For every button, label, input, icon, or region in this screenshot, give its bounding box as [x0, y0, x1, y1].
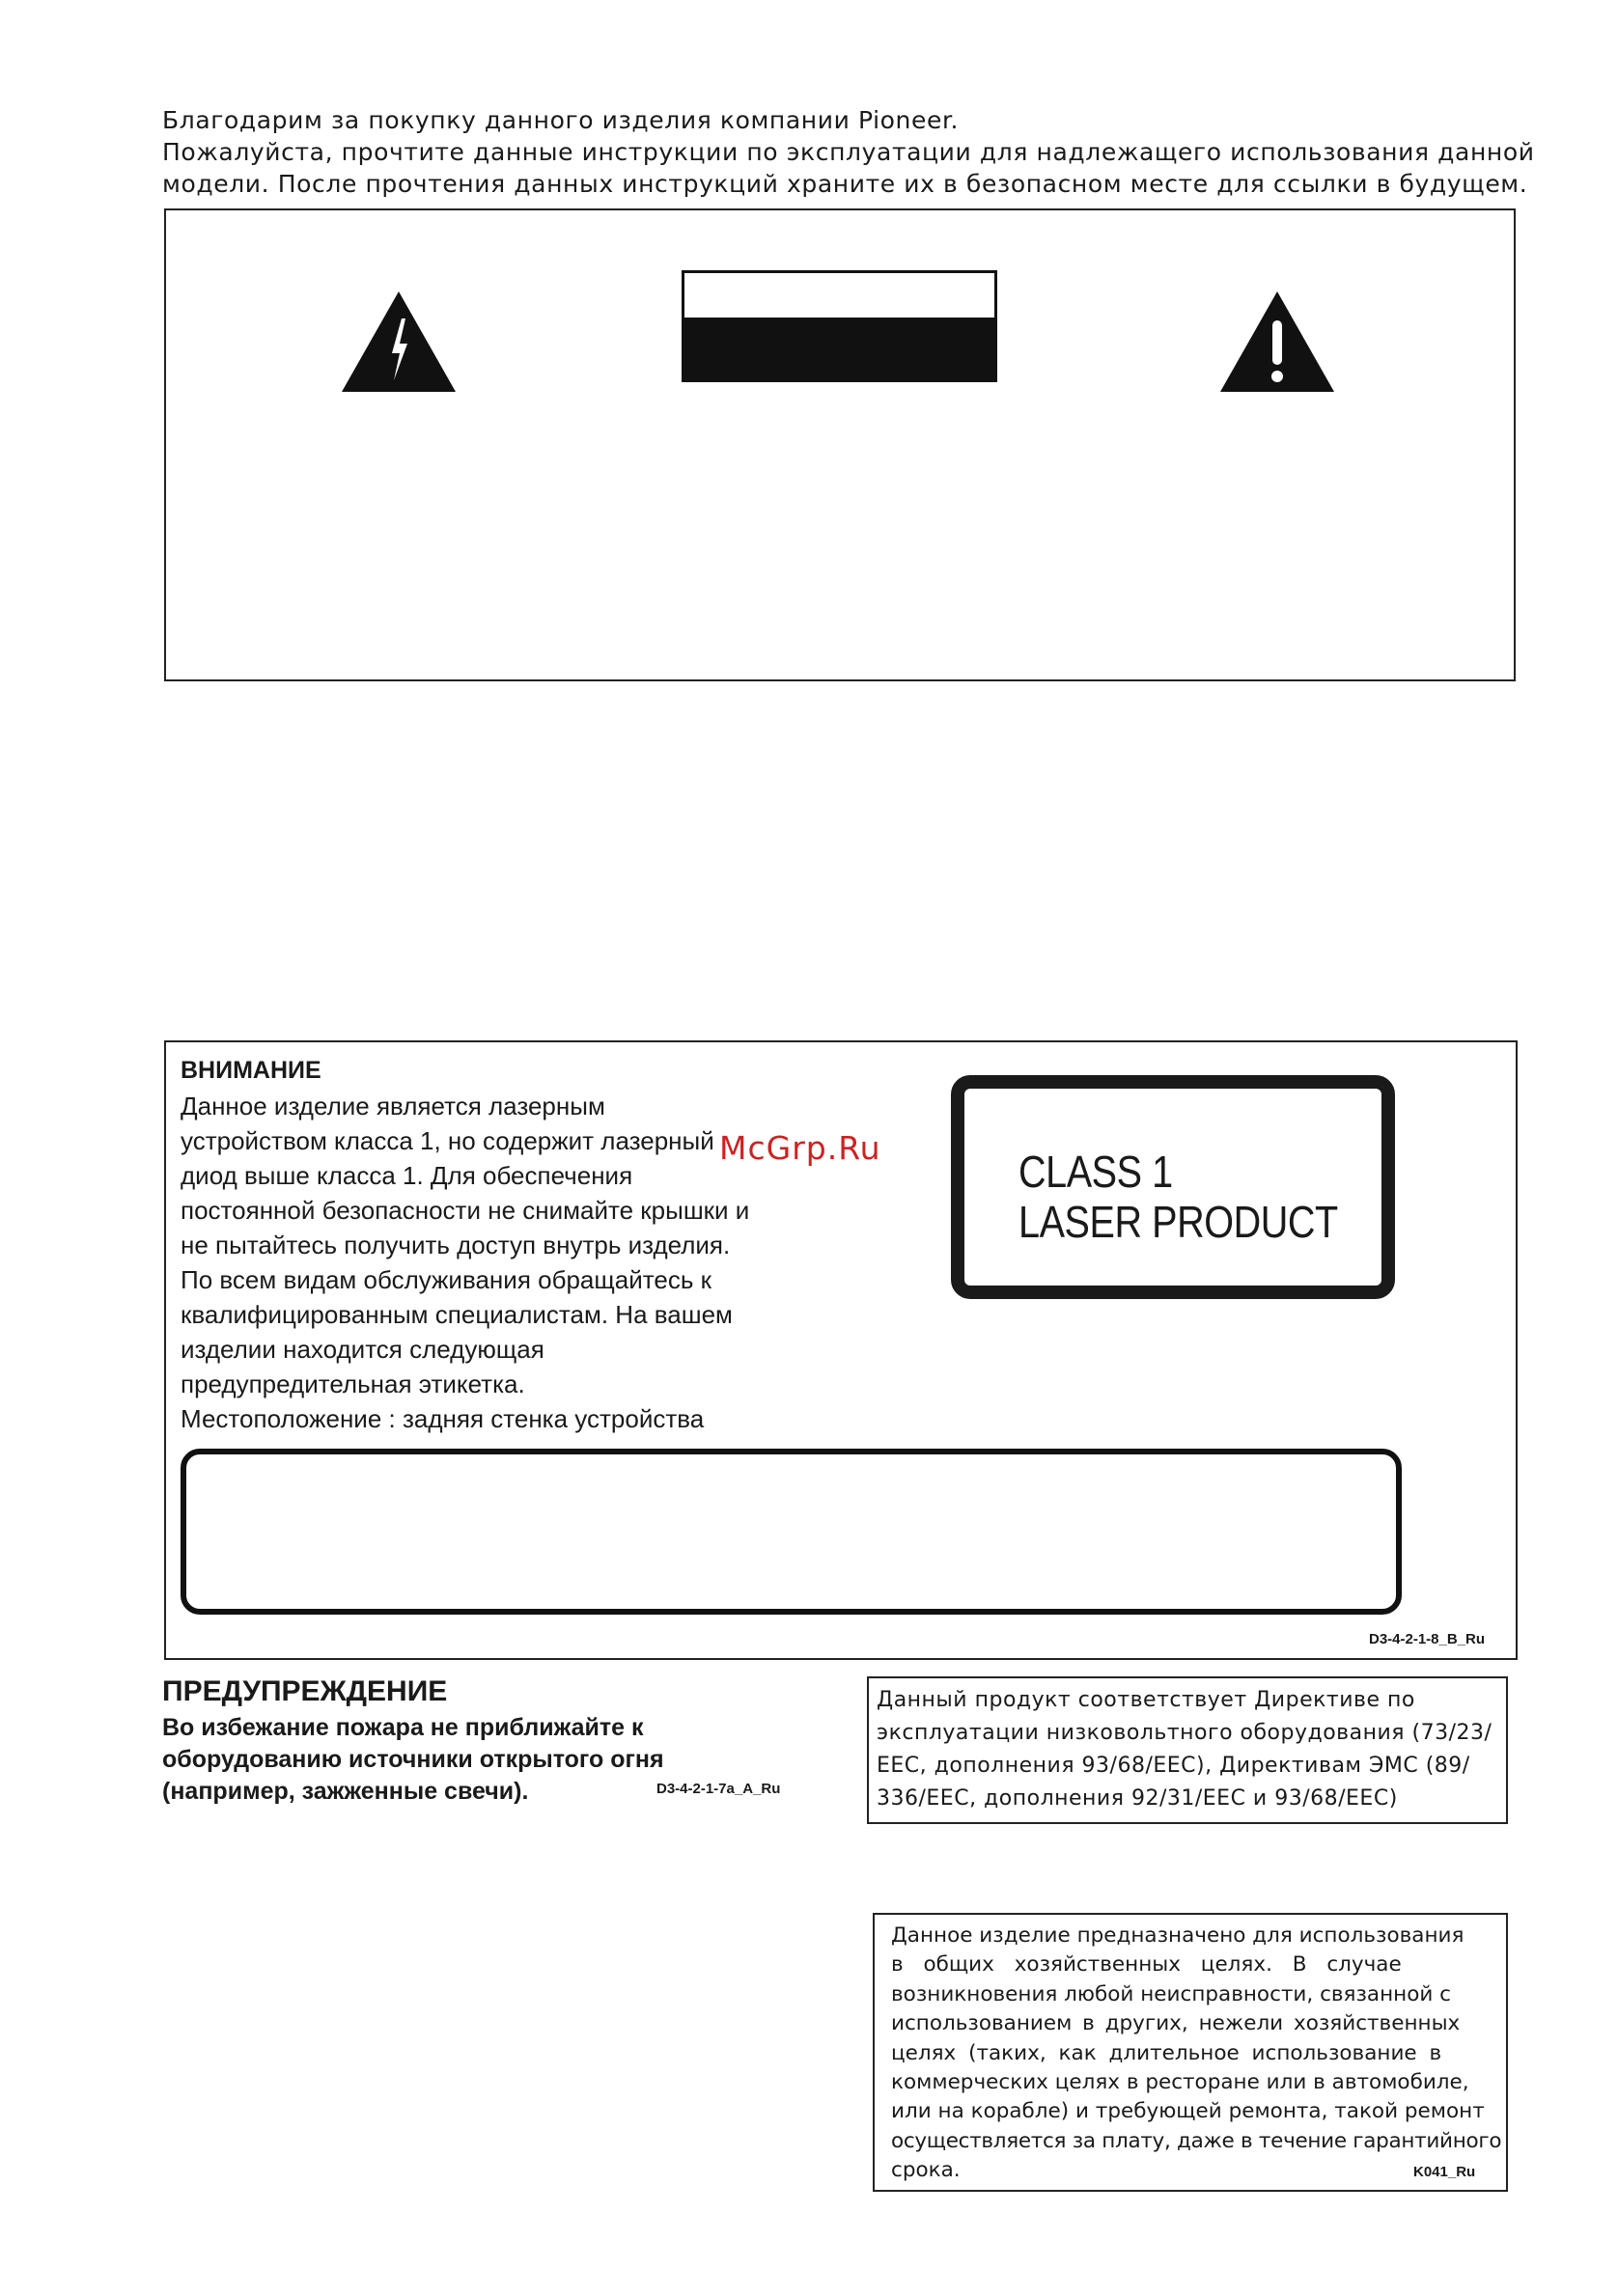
fire-warning-line: Во избежание пожара не приближайте к [162, 1714, 644, 1741]
laser-notice-line: изделии находится следующая [181, 1335, 544, 1364]
class-label-line1: CLASS 1 [1018, 1147, 1173, 1197]
household-use-box [873, 1913, 1508, 2192]
exclamation-triangle-icon [1218, 290, 1336, 394]
laser-notice-line: Данное изделие является лазерным [181, 1092, 605, 1120]
intro-line: модели. После прочтения данных инструкций храните их в безопасном месте для ссылки в будущем. [162, 170, 1528, 198]
laser-notice-line: квалифицированным специалистам. На вашем [181, 1300, 733, 1329]
directive-line: Данный продукт соответствует Директиве по [877, 1688, 1415, 1712]
directive-line: 336/EEC, дополнения 92/31/EEC и 93/68/EEC) [877, 1786, 1398, 1811]
household-line: Данное изделие предназначено для использования [891, 1923, 1465, 1948]
laser-notice-title: ВНИМАНИЕ [181, 1057, 321, 1084]
household-line: осуществляется за плату, даже в течение гарантийного [891, 2128, 1502, 2153]
household-line: использованием в других, нежели хозяйственных [891, 2011, 1461, 2036]
household-line: срока. [891, 2158, 961, 2183]
household-line: возникновения любой неисправности, связанной с [891, 1981, 1451, 2006]
fire-warning-line: оборудованию источники открытого огня [162, 1746, 664, 1773]
laser-notice-line: Местоположение : задняя стенка устройства [181, 1404, 705, 1433]
directive-line: EEC, дополнения 93/68/EEC), Директивам ЭМС (89/ [877, 1754, 1470, 1778]
laser-notice-line: не пытайтесь получить доступ внутрь изделия. [181, 1231, 731, 1259]
laser-notice-line: предупредительная этикетка. [181, 1369, 525, 1398]
class-label-line2: LASER PRODUCT [1018, 1197, 1338, 1247]
directive-box [867, 1676, 1508, 1824]
watermark: McGrp.Ru [719, 1129, 881, 1167]
caution-label [682, 270, 997, 382]
intro-line: Пожалуйста, прочтите данные инструкции по эксплуатации для надлежащего использования данной [162, 138, 1535, 166]
household-line: коммерческих целях в ресторане или в автомобиле, [891, 2070, 1469, 2095]
fire-warning-title: ПРЕДУПРЕЖДЕНИЕ [162, 1675, 448, 1707]
fire-warning-code: D3-4-2-1-7a_A_Ru [656, 1781, 781, 1797]
fire-warning-line: (например, зажженные свечи). [162, 1778, 529, 1805]
laser-notice-line: устройством класса 1, но содержит лазерный [181, 1126, 714, 1155]
household-line: или на корабле) и требующей ремонта, такой ремонт [891, 2099, 1485, 2124]
caution-label-band [684, 318, 994, 379]
intro-line: Благодарим за покупку данного изделия компании Pioneer. [162, 106, 960, 134]
class1-laser-label [951, 1075, 1395, 1299]
intro-paragraph [162, 104, 1533, 200]
directive-line: эксплуатации низковольтного оборудования (73/23/ [877, 1721, 1492, 1745]
laser-notice-code: D3-4-2-1-8_B_Ru [1369, 1631, 1486, 1647]
laser-notice-line: По всем видам обслуживания обращайтесь к [181, 1265, 711, 1294]
household-line: в общих хозяйственных целях. В случае [891, 1952, 1402, 1978]
lightning-bolt-triangle-icon [340, 290, 458, 394]
household-code: K041_Ru [1413, 2164, 1476, 2180]
laser-notice-line: постоянной безопасности не снимайте крышки и [181, 1196, 750, 1225]
warning-label-frame [181, 1449, 1402, 1615]
household-line: целях (таких, как длительное использование в [891, 2040, 1442, 2065]
laser-notice-line: диод выше класса 1. Для обеспечения [181, 1161, 633, 1190]
